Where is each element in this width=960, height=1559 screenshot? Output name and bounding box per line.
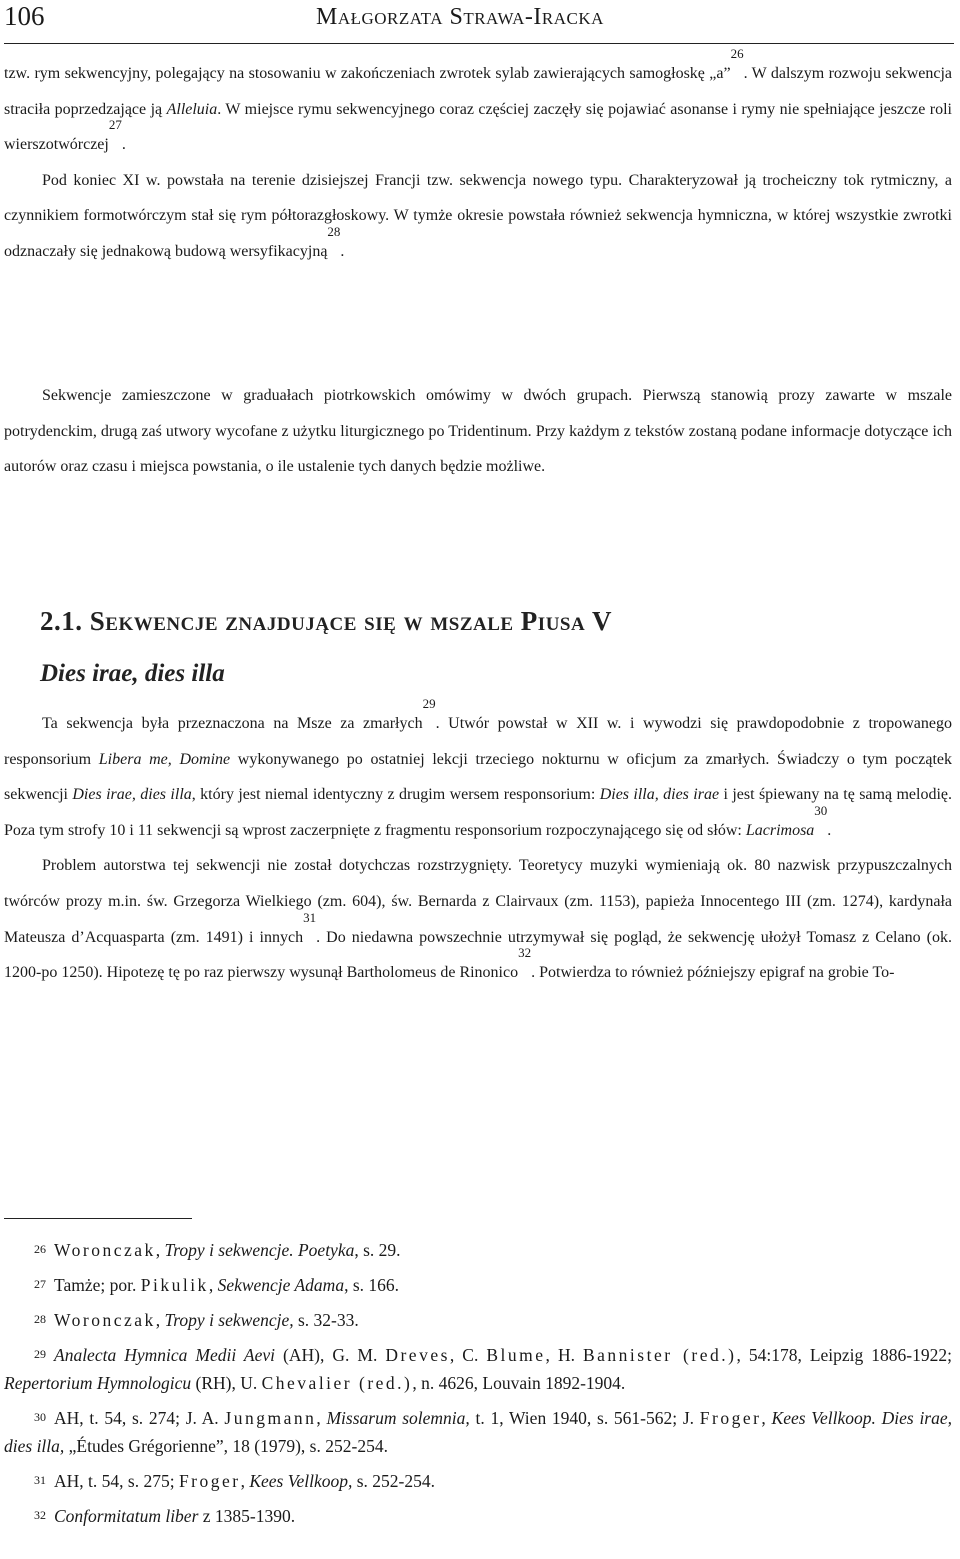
footnote-number: 32 [34,1508,46,1522]
section-number: 2.1. [40,606,83,636]
footnote-30 [4,1404,952,1460]
subsection-heading: Dies irae, dies illa [40,660,225,687]
running-head-author: Małgorzata Strawa-Iracka [316,4,604,30]
footnote-title: Sekwencje Adama [217,1275,345,1295]
footnote-author: Froger [178,1471,241,1491]
text-run: , [155,1310,165,1330]
italic-term-alleluia: Alleluia [166,100,218,118]
footnotes [4,1236,952,1537]
text-run: AH, t. 54, s. 274; J. A. [54,1408,225,1428]
text-run: wykonywanego po ostatniej lekcji trzeciego nokturnu w oficjum za zmarłych. Świadczy o tym początek sekwencji [4,750,953,804]
footnote-32 [4,1502,952,1530]
italic-term-dies-irae: Dies irae, dies illa [72,786,192,804]
footnote-author: Woronczak [54,1310,156,1330]
text-run: z 1385-1390. [198,1506,296,1526]
footnote-number: 27 [34,1277,46,1291]
text-run: Ta sekwencja była przeznaczona na Msze za zmarłych [42,715,423,732]
footnote-title: Missarum solemnia, [326,1408,470,1428]
section-title: Sekwencje znajdujące się w mszale Piusa V [89,606,612,636]
footnote-ref-29[interactable]: 29 [422,696,436,711]
text-run: s. 252-254. [352,1471,436,1491]
footnote-number: 28 [34,1312,46,1326]
text-run: , [316,1408,327,1428]
footnote-ref-31[interactable]: 31 [303,909,317,925]
footnote-title: Conformitatum liber [54,1506,199,1526]
footnote-author: Woronczak [54,1240,156,1260]
page-number: 106 [4,1,45,31]
footnote-number: 29 [34,1347,46,1361]
text-run: AH, t. 54, s. 275; [54,1471,179,1491]
text-run: s. 32-33. [293,1310,359,1330]
footnote-ref-30[interactable]: 30 [814,802,828,818]
text-run: . [340,242,345,260]
section-body [4,696,953,991]
text-run: Problem autorstwa tej sekwencji nie został dotychczas rozstrzygnięty. Teoretycy muzyki wymieniają ok. 80 nazwisk przypuszczalnych twórców prozy m.in. św. Grzegorza Wielkiego (zm. 604), św. Bernarda z Clairvaux (zm. 1153), papieża Innocentego III (zm. 1274), kardynała Mateusza d’Acquasparta (zm. 1491) i innych [4,857,952,946]
footnote-author: Bannister (red.) [582,1345,737,1365]
paragraph-two-groups: Sekwencje zamieszczone w graduałach piotrkowskich omówimy w dwóch grupach. Pierwszą stanowią prozy zawarte w mszale potrydenckim, drugą zaś utwory wycofane z użytku liturgicznego po Tridentinum. Przy każdym z tekstów zostaną podane informacje dotyczące ich autorów oraz czasu i miejsca powstania, o ile ustalenie tych danych będzie możliwe. [4,387,952,476]
text-run: , [208,1275,218,1295]
paragraph-rym-sekwencyjny [4,46,953,270]
paragraph-authorship [4,848,952,990]
text-run: Tamże; por. [54,1275,141,1295]
text-run: , 54:178, Leipzig 1886-1922; [736,1345,952,1365]
footnote-31 [4,1467,952,1495]
footnote-number: 30 [34,1410,46,1424]
text-run: , [240,1471,250,1491]
text-run: tzw. rym sekwencyjny, polegający na stosowaniu w zakończeniach zwrotek sylab zawierających samogłoskę „a” [4,65,731,82]
text-run: Pod koniec XI w. powstała na terenie dzisiejszej Francji tzw. sekwencja nowego typu. Charakteryzował ją trocheiczny tok rytmiczny, a czynnikiem formotwórczym stał się rym półtorazgłoskowy. W tymże okresie powstała również sekwencja hymniczna, w której wszystkie zwrotki odznaczały się jednakową budową wersyfikacyjną [4,171,952,260]
text-run: , C. [449,1345,487,1365]
footnote-title: Tropy i sekwencje. Poetyka [164,1240,355,1260]
footnote-author: Froger [699,1408,762,1428]
footnote-number: 31 [34,1473,46,1487]
text-run: , [155,1240,165,1260]
footnote-ref-32[interactable]: 32 [518,945,532,961]
text-run: , s. 29. [354,1240,401,1260]
text-run: . Do niedawna powszechnie utrzymywał się pogląd, że sekwencję ułożył Tomasz z Celano (ok. 1200-po 1250). Hipotezę tę po raz pierwszy wysunął Bartholomeus de Rinonico [4,928,952,982]
section-heading [40,606,612,637]
text-run: , H. [545,1345,583,1365]
footnote-author: Dreves [385,1345,450,1365]
text-run: , s. 166. [344,1275,400,1295]
footnote-title: Analecta Hymnica Medii Aevi [54,1345,276,1365]
footnote-number: 26 [34,1242,46,1256]
text-run: . W miejsce rymu sekwencyjnego coraz częściej zaczęły się pojawiać asonanse i rymy nie spełniające jeszcze roli wierszotwórczej [4,100,952,154]
footnote-title: Tropy i sekwencje, [164,1310,294,1330]
text-run: (AH), G. M. [275,1345,386,1365]
footnote-title: Kees Vellkoop, [249,1471,353,1491]
footnote-title: Repertorium Hymnologicu [4,1373,192,1393]
text-run: . Potwierdza to również późniejszy epigraf na grobie To- [531,964,895,982]
italic-term-dies-illa: Dies illa, dies irae [599,786,720,804]
header-rule [4,43,954,44]
footnote-ref-28[interactable]: 28 [327,223,341,239]
footnote-rule [4,1218,192,1219]
footnote-29 [4,1341,952,1397]
text-run: . Utwór powstał w XII w. i wywodzi się prawdopodobnie z tropowanego responsorium [4,715,952,768]
footnote-author: Chevalier (red.) [261,1373,413,1393]
text-run: . W dalszym rozwoju sekwencja straciła poprzedzające ją [4,65,953,118]
text-run: t. 1, Wien 1940, s. 561-562; J. [469,1408,700,1428]
footnote-ref-26[interactable]: 26 [730,46,744,61]
running-header [4,0,952,36]
italic-term-lacrimosa: Lacrimosa [745,821,815,839]
text-run: , n. 4626, Louvain 1892-1904. [412,1373,626,1393]
footnote-28 [4,1306,952,1334]
footnote-author: Jungmann [224,1408,317,1428]
footnote-author: Blume [486,1345,546,1365]
text-run: , [761,1408,772,1428]
paragraph-dies-irae [4,696,953,848]
footnote-ref-27[interactable]: 27 [108,117,122,133]
footnote-27 [4,1271,952,1299]
text-run: . [121,136,126,154]
text-run: i jest śpiewany na tę samą melodię. Poza tym strofy 10 i 11 sekwencji są wprost zaczerpnięte z fragmentu responsorium rozpoczynającego się od słów: [4,786,953,839]
footnote-26 [4,1236,952,1264]
text-run: , który jest niemal identyczny z drugim wersem responsorium: [191,786,600,804]
footnote-author: Pikulik [140,1275,209,1295]
text-run: . [827,821,832,839]
footnote-title: Kees Vellkoop. Dies irae, dies illa, [4,1408,953,1456]
text-run: „Études Grégorienne”, 18 (1979), s. 252-254. [64,1436,388,1456]
italic-term-libera: Libera me, Domine [98,750,231,768]
text-run: (RH), U. [191,1373,262,1393]
